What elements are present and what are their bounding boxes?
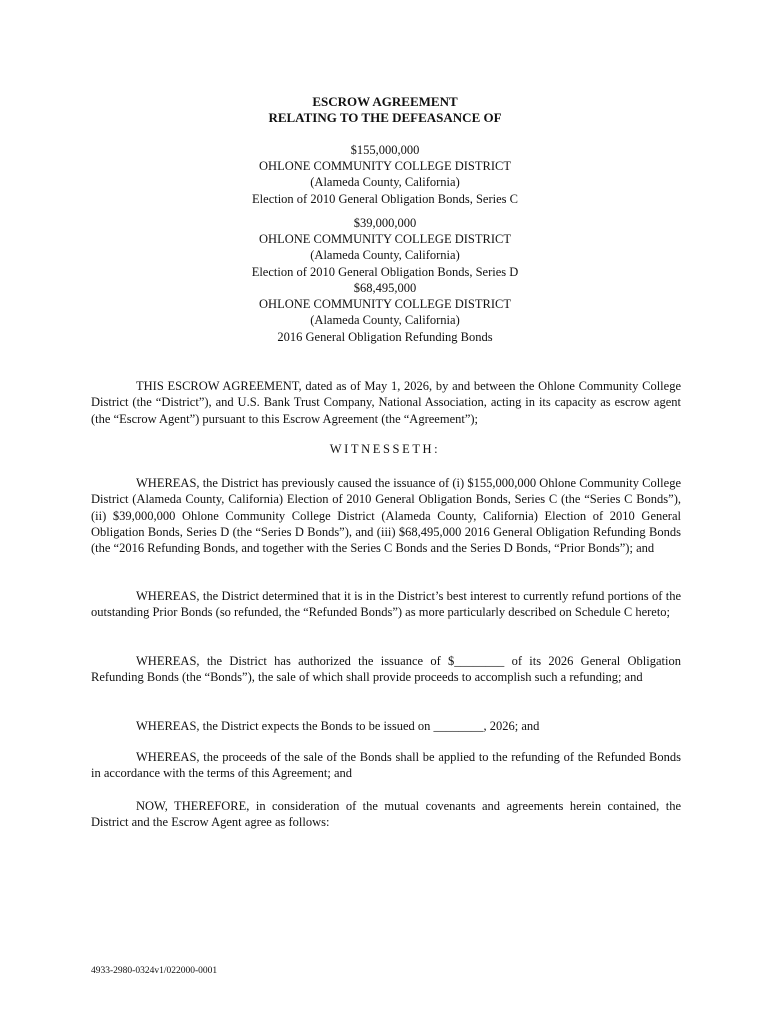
recital-text: WHEREAS, the District has authorized the issuance of $________ of its 2026 General Obligation Refunding Bonds (the “Bonds”), the sale of which shall provide proceeds to accomplish such a refunding; and <box>91 654 681 685</box>
document-title <box>0 94 770 126</box>
recital-1 <box>91 475 681 556</box>
title-line-2: RELATING TO THE DEFEASANCE OF <box>268 110 502 125</box>
bond-description: Election of 2010 General Obligation Bonds, Series C <box>252 191 518 206</box>
witnesseth-heading: WITNESSETH: <box>329 442 441 456</box>
bond-amount: $155,000,000 <box>350 143 420 157</box>
recital-text: WHEREAS, the proceeds of the sale of the Bonds shall be applied to the refunding of the Refunded Bonds in accordance with the terms of this Agreement; and <box>91 750 681 781</box>
recital-6 <box>91 798 681 831</box>
intro-paragraph <box>91 378 681 427</box>
bond-county: (Alameda County, California) <box>310 313 460 328</box>
recital-2 <box>91 588 681 621</box>
title-line-1: ESCROW AGREEMENT <box>312 94 458 109</box>
recital-text: WHEREAS, the District expects the Bonds to be issued on ________, 2026; and <box>136 719 540 733</box>
bond-issuer: OHLONE COMMUNITY COLLEGE DISTRICT <box>259 232 511 247</box>
bond-amount: $39,000,000 <box>353 216 417 230</box>
bond-issuer: OHLONE COMMUNITY COLLEGE DISTRICT <box>259 159 511 174</box>
document-footer-id: 4933-2980-0324v1/022000-0001 <box>91 966 218 976</box>
recital-text: WHEREAS, the District has previously caused the issuance of (i) $155,000,000 Ohlone Community College District (Alameda County, California) Election of 2010 General Obligation Bonds, Series C (the “Series C Bonds”), (ii) $39,000,000 Ohlone Community College District (Alameda County, California) Election of 2010 General Obligation Bonds, Series D (the “Series D Bonds”), and (iii) $68,495,000 2016 General Obligation Refunding Bonds (the “2016 Refunding Bonds, and together with the Series C Bonds and the Series D Bonds, “Prior Bonds”); and <box>91 476 681 556</box>
bond-issuer: OHLONE COMMUNITY COLLEGE DISTRICT <box>259 297 511 312</box>
bond-amount: $68,495,000 <box>353 281 417 295</box>
recital-text: NOW, THEREFORE, in consideration of the mutual covenants and agreements herein contained, the District and the Escrow Agent agree as follows: <box>91 799 681 830</box>
intro-paragraph-text: THIS ESCROW AGREEMENT, dated as of May 1, 2026, by and between the Ohlone Community College District (the “District”), and U.S. Bank Trust Company, National Association, acting in its capacity as escrow agent (the “Escrow Agent”) pursuant to this Escrow Agreement (the “Agreement”); <box>91 379 681 426</box>
bond-county: (Alameda County, California) <box>310 175 460 190</box>
bond-description: 2016 General Obligation Refunding Bonds <box>277 329 493 344</box>
bond-block-series-d <box>0 215 770 280</box>
recital-5 <box>91 749 681 782</box>
bond-county: (Alameda County, California) <box>310 248 460 263</box>
recital-4 <box>91 718 681 734</box>
bond-description: Election of 2010 General Obligation Bonds, Series D <box>251 264 519 279</box>
bond-block-2016-refunding <box>0 280 770 345</box>
recital-3 <box>91 653 681 686</box>
bond-block-series-c <box>0 142 770 207</box>
recital-text: WHEREAS, the District determined that it is in the District’s best interest to currently refund portions of the outstanding Prior Bonds (so refunded, the “Refunded Bonds”) as more particularly described on Schedule C hereto; <box>91 589 681 620</box>
